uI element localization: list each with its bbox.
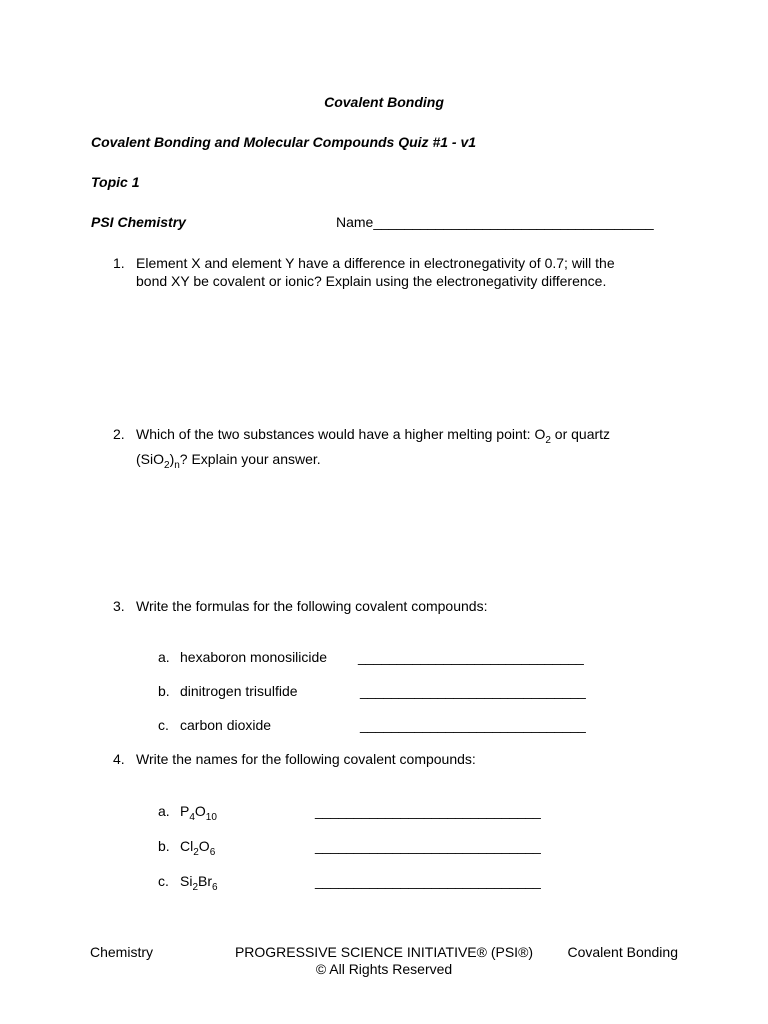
question-text-line-1: Element X and element Y have a difference in electronegativity of 0.7; will the bbox=[136, 255, 615, 271]
item-label: dinitrogen trisulfide bbox=[180, 683, 298, 699]
question-text-part: ? Explain your answer. bbox=[179, 450, 321, 467]
formula-element: Si bbox=[180, 873, 193, 889]
answer-blank-line: _____________________________ bbox=[315, 838, 541, 854]
formula-element: Cl bbox=[180, 838, 194, 854]
item-letter: c. bbox=[158, 873, 169, 889]
formula-element: O bbox=[198, 838, 210, 854]
question-number: 1. bbox=[113, 255, 125, 271]
question-text: Write the formulas for the following covalent compounds: bbox=[136, 598, 488, 614]
answer-blank-line: _____________________________ bbox=[315, 803, 541, 819]
list-item bbox=[158, 872, 218, 897]
name-label: Name bbox=[336, 214, 374, 230]
item-letter: b. bbox=[158, 683, 170, 699]
item-letter: a. bbox=[158, 803, 170, 819]
subscript: 6 bbox=[209, 846, 216, 858]
subscript: 4 bbox=[189, 811, 195, 823]
item-letter: a. bbox=[158, 649, 170, 665]
document-title: Covalent Bonding bbox=[324, 94, 444, 110]
question-text-part: ) bbox=[169, 450, 175, 467]
question-text-part: Which of the two substances would have a higher melting point: O bbox=[136, 426, 546, 442]
footer-center-line-2: © All Rights Reserved bbox=[315, 961, 453, 977]
answer-blank-line: _____________________________ bbox=[315, 873, 541, 889]
formula-element: O bbox=[194, 803, 206, 819]
question-2 bbox=[113, 425, 610, 475]
list-item bbox=[158, 802, 217, 827]
answer-blank-line: _____________________________ bbox=[358, 649, 584, 665]
footer-center-line-1: PROGRESSIVE SCIENCE INITIATIVE® (PSI®) bbox=[234, 944, 534, 960]
list-item bbox=[158, 648, 327, 666]
subscript: 2 bbox=[192, 881, 199, 893]
subscript: 10 bbox=[205, 811, 217, 823]
formula-element: P bbox=[180, 803, 190, 819]
formula-element: Br bbox=[198, 873, 213, 889]
answer-blank-line: _____________________________ bbox=[360, 683, 586, 699]
item-label: hexaboron monosilicide bbox=[180, 649, 328, 665]
name-blank-line: ____________________________________ bbox=[373, 214, 654, 230]
list-item bbox=[158, 682, 298, 700]
name-field bbox=[336, 214, 654, 230]
formula bbox=[180, 873, 218, 893]
list-item bbox=[158, 837, 215, 862]
quiz-title: Covalent Bonding and Molecular Compounds Quiz #1 - v1 bbox=[91, 134, 477, 150]
question-text-part: or quartz bbox=[550, 426, 611, 442]
formula bbox=[180, 803, 217, 823]
answer-blank-line: _____________________________ bbox=[360, 717, 586, 733]
question-number: 2. bbox=[113, 426, 125, 442]
subscript: 2 bbox=[164, 459, 170, 471]
question-text-part: (SiO bbox=[136, 450, 164, 467]
question-1 bbox=[113, 254, 615, 290]
subscript: 2 bbox=[545, 434, 551, 446]
item-label: carbon dioxide bbox=[180, 717, 272, 733]
subscript: 6 bbox=[212, 881, 218, 893]
footer-left: Chemistry bbox=[90, 944, 154, 960]
formula bbox=[180, 838, 216, 858]
question-text-line-2: bond XY be covalent or ionic? Explain using the electronegativity difference. bbox=[136, 273, 607, 289]
course-label: PSI Chemistry bbox=[91, 214, 186, 230]
list-item bbox=[158, 716, 271, 734]
question-3 bbox=[113, 597, 487, 615]
subscript: n bbox=[174, 459, 180, 471]
topic-label: Topic 1 bbox=[91, 174, 140, 190]
question-text: Write the names for the following covalent compounds: bbox=[136, 751, 476, 767]
item-letter: c. bbox=[158, 717, 169, 733]
question-4 bbox=[113, 750, 476, 768]
footer-right: Covalent Bonding bbox=[567, 944, 678, 960]
subscript: 2 bbox=[193, 846, 199, 858]
item-letter: b. bbox=[158, 838, 170, 854]
question-number: 4. bbox=[113, 751, 125, 767]
question-number: 3. bbox=[113, 598, 125, 614]
